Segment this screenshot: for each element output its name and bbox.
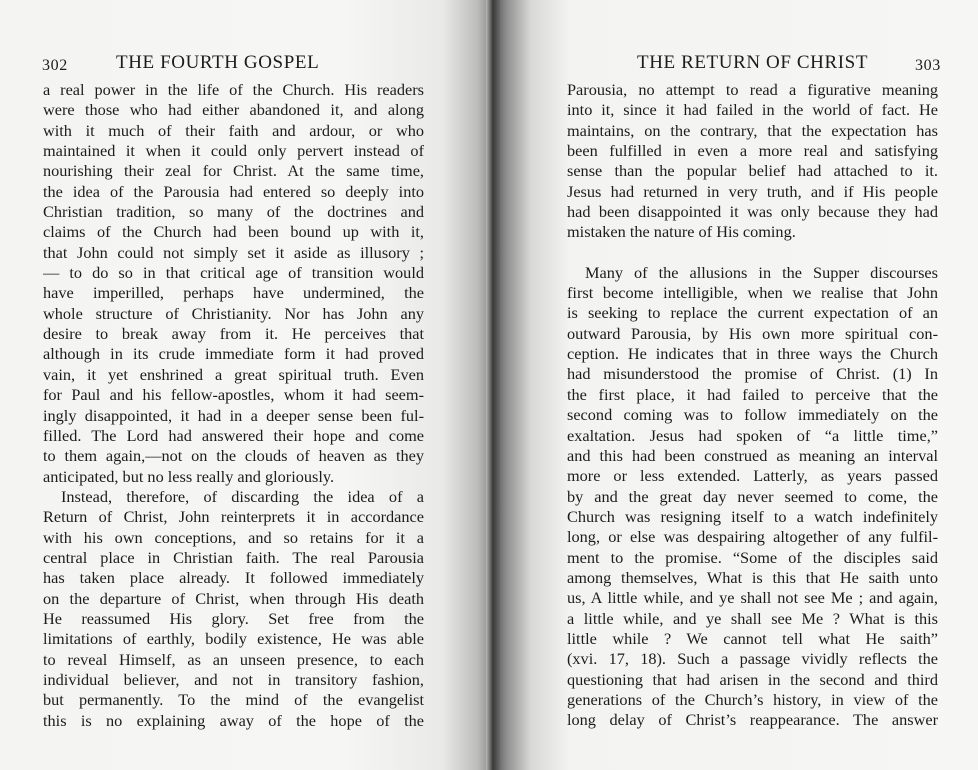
left-running-head: THE FOURTH GOSPEL: [116, 52, 320, 73]
text-line: the idea of the Parousia had entered so deeply into: [43, 181, 424, 201]
right-running-head: THE RETURN OF CHRIST: [637, 52, 869, 73]
text-line: Many of the allusions in the Supper discourses: [585, 262, 938, 282]
text-line: has taken place already. It followed immediately: [43, 568, 424, 588]
text-line: the first place, it had failed to perceive that the: [567, 384, 938, 404]
text-line: Jesus had returned in very truth, and if His people: [567, 181, 938, 201]
text-line: have imperilled, perhaps have undermined, the: [43, 283, 424, 303]
text-line: (xvi. 17, 18). Such a passage vividly reflects the: [567, 649, 938, 669]
text-line: with his own conceptions, and so retains for it a: [43, 527, 424, 547]
text-line: more or less extended. Latterly, as years passed: [567, 466, 938, 486]
left-page-number: 302: [42, 57, 68, 74]
text-line: individual believer, and not in transitory fashion,: [43, 669, 424, 689]
right-page: [492, 0, 978, 770]
text-line: to reveal Himself, as an unseen presence, to each: [43, 649, 424, 669]
text-line: Instead, therefore, of discarding the idea of a: [61, 486, 424, 506]
text-line: a little while, and ye shall see Me ? What is this: [567, 608, 938, 628]
text-line: is seeking to replace the current expectation of an: [567, 303, 938, 323]
text-line: among themselves, What is this that He saith unto: [567, 567, 938, 587]
text-line: ment to the promise. “Some of the disciples said: [567, 547, 938, 567]
text-line: maintains, on the contrary, that the expectation has: [567, 120, 938, 140]
book-gutter: [486, 0, 500, 770]
text-line: claims of the Church had been bound up with it,: [43, 222, 424, 242]
text-line: first become intelligible, when we realise that John: [567, 283, 938, 303]
text-line: but permanently. To the mind of the evangelist: [43, 690, 424, 710]
text-line: a real power in the life of the Church. His readers: [43, 80, 424, 99]
left-page-header: [0, 50, 492, 80]
text-line: this is no explaining away of the hope of the: [43, 710, 424, 730]
text-line: whole structure of Christianity. Nor has John any: [43, 303, 424, 323]
text-line: ception. He indicates that in three ways the Church: [567, 344, 938, 364]
text-line: outward Parousia, by His own more spiritual con-: [567, 323, 938, 343]
left-page-body: [43, 80, 424, 731]
text-line: had been disappointed it was only because they had: [567, 202, 938, 222]
text-line: us, A little while, and ye shall not see Me ; and again,: [567, 588, 938, 608]
text-line: although in its crude immediate form it had proved: [43, 344, 424, 364]
text-line: generations of the Church’s history, in view of the: [567, 689, 938, 709]
text-line: Christian tradition, so many of the doctrines and: [43, 202, 424, 222]
text-line: exaltation. Jesus had spoken of “a little time,”: [567, 425, 938, 445]
text-line: mistaken the nature of His coming.: [567, 222, 796, 242]
right-page-body: [567, 80, 938, 731]
text-line: had misunderstood the promise of Christ. (1) In: [567, 364, 938, 384]
text-line: and this had been construed as meaning an interval: [567, 445, 938, 465]
text-line: Church was resigning itself to a watch indefinitely: [567, 506, 938, 526]
text-line: were those who had either abandoned it, and along: [43, 100, 424, 120]
text-line: into it, since it had failed in the world of fact. He: [567, 100, 938, 120]
text-line: nourishing their zeal for Christ. At the same time,: [43, 161, 424, 181]
text-line: second coming was to follow immediately on the: [567, 405, 938, 425]
text-line: been fulfilled in even a more real and satisfying: [567, 141, 938, 161]
text-line: little while ? We cannot tell what He saith”: [567, 628, 938, 648]
text-line: He reassumed His glory. Set free from the: [43, 608, 424, 628]
text-line: vain, it yet enshrined a great spiritual truth. Even: [43, 364, 424, 384]
text-line: questioning that had arisen in the second and third: [567, 669, 938, 689]
text-line: with it much of their faith and ardour, or who: [43, 120, 424, 140]
text-line: for Paul and his fellow-apostles, whom it had seem-: [43, 385, 424, 405]
text-line: on the departure of Christ, when through His death: [43, 588, 424, 608]
text-line: limitations of earthly, bodily existence, He was able: [43, 629, 424, 649]
text-line: sense than the popular belief had attached to it.: [567, 161, 938, 181]
text-line: maintained it when it could only pervert instead of: [43, 141, 424, 161]
text-line: long delay of Christ’s reappearance. The answer: [567, 710, 938, 730]
text-line: Parousia, no attempt to read a figurative meaning: [567, 80, 938, 99]
text-line: Return of Christ, John reinterprets it in accordance: [43, 507, 424, 527]
text-line: ingly disappointed, it had in a deeper sense been ful-: [43, 405, 424, 425]
text-line: that John could not simply set it aside as illusory ;: [43, 242, 424, 262]
right-page-header: [492, 50, 978, 80]
text-line: filled. The Lord had answered their hope and come: [43, 425, 424, 445]
text-line: long, or else was despairing altogether of any fulfil-: [567, 527, 938, 547]
text-line: central place in Christian faith. The real Parousia: [43, 547, 424, 567]
right-page-number: 303: [915, 57, 941, 74]
text-line: desire to break away from it. He perceives that: [43, 324, 424, 344]
text-line: to them again,—not on the clouds of heaven as they: [43, 446, 424, 466]
text-line: anticipated, but no less really and gloriously.: [43, 466, 335, 486]
text-line: by and the great day never seemed to come, the: [567, 486, 938, 506]
paragraph-gap: [567, 243, 938, 263]
text-line: — to do so in that critical age of transition would: [43, 263, 424, 283]
